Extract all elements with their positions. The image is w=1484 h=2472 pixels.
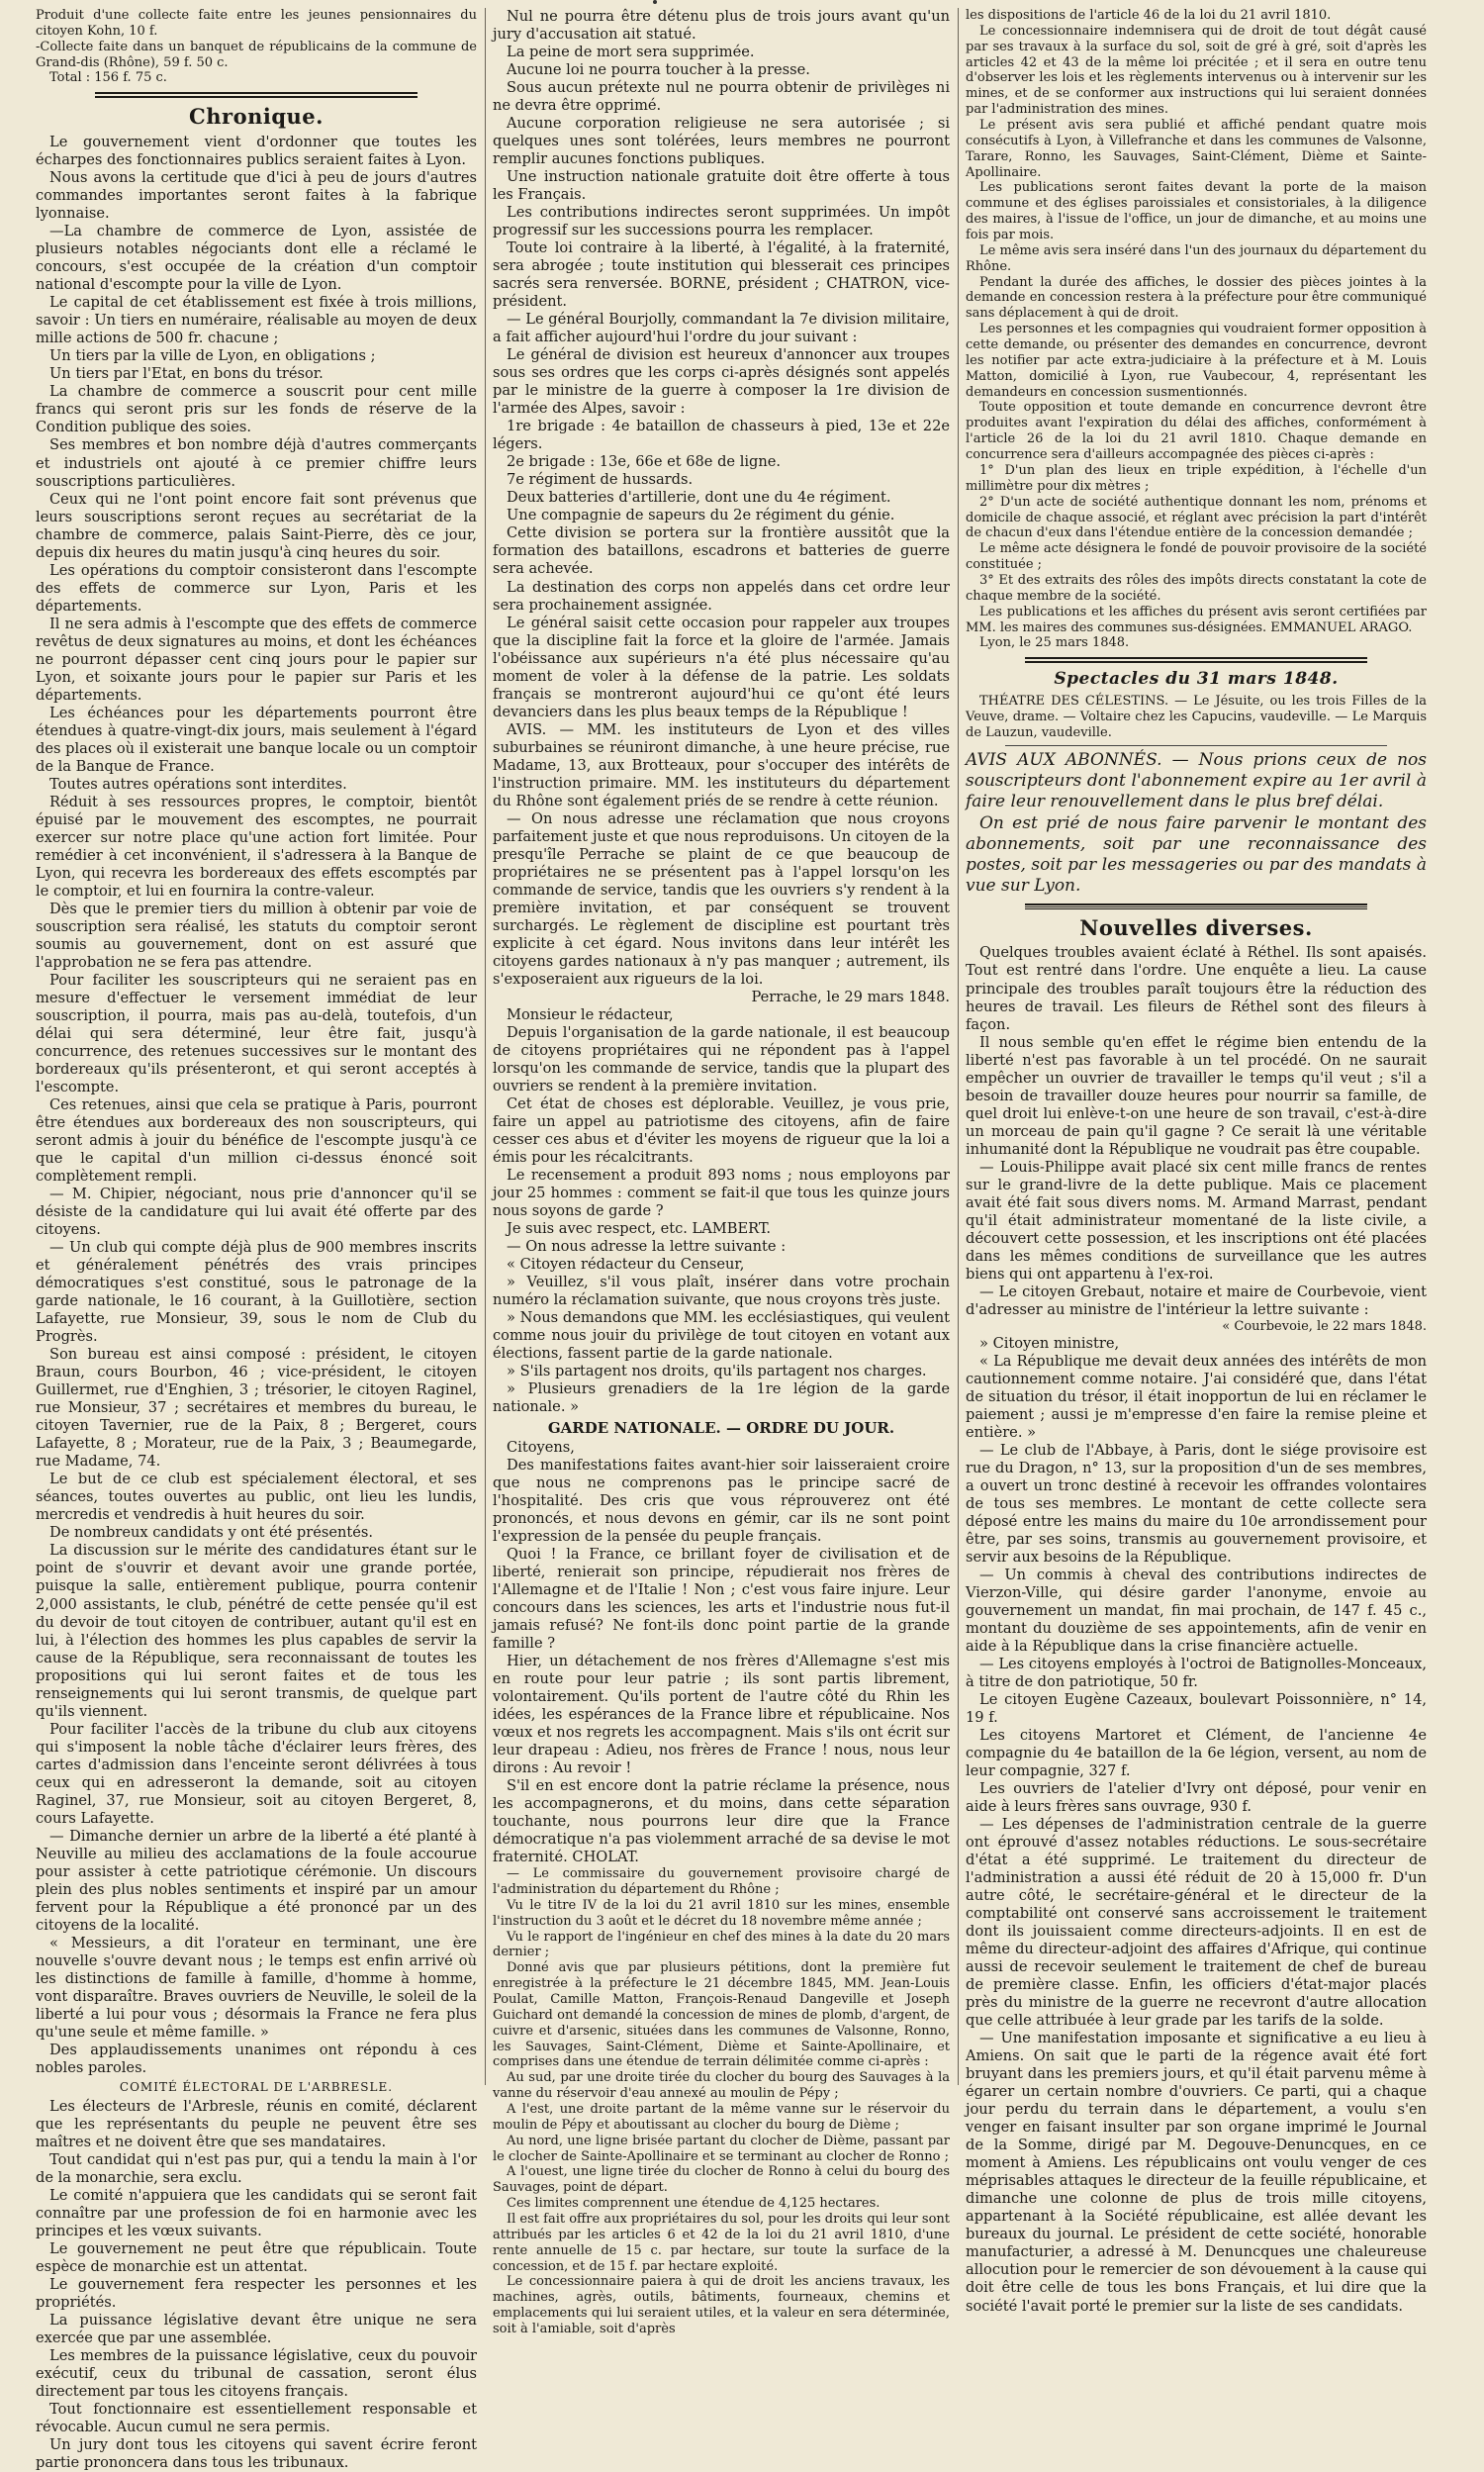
paragraph: — Une manifestation imposante et significative a eu lieu à Amiens. On sait que le parti de la régence avait été fort bruyant dans les premiers jours, et qu'il était parvenu même à égarer un certain nombre d'ouvriers. Ce parti, qui a chaque jour perdu du terrain dans le département, a voulu s'en venger en faisant insulter par son organe imprimé le Journal de la Somme, dirigé par M. Degouve-Denuncques, en ce moment à Amiens. Les républicains ont voulu venger de ces méprisables attaques le directeur de la feuille républicaine, et dimanche une colonne de plus de trois mille citoyens, appartenant à la Société républicaine, est allée devant les bureaux du journal. Le président de cette société, honorable manufacturier, a adressé à M. Denuncques une chaleureuse allocution pour le remercier de son dévouement à la cause qui doit être celle de tous les bons Français, et lui dire que la société l'avait porté le premier sur la liste de ses candidats. — [966, 2030, 1427, 2315]
paragraph: Le but de ce club est spécialement électoral, et ses séances, toutes ouvertes au public, ont lieu les lundis, mercredis et vendredis à huit heures du soir. — [36, 1471, 477, 1524]
paragraph: Le même acte désignera le fondé de pouvoir provisoire de la société constituée ; — [966, 541, 1427, 573]
paragraph: Un tiers par l'Etat, en bons du trésor. — [49, 365, 324, 383]
paragraph: » Veuillez, s'il vous plaît, insérer dans votre prochain numéro la réclamation suivante, que nous croyons très juste. — [493, 1274, 950, 1309]
paragraph: Le général saisit cette occasion pour rappeler aux troupes que la discipline fait la force et la gloire de l'armée. Jamais l'obéissance aux supérieurs n'a été plus nécessaire qu'au moment de voler à la défense de la patrie. Les soldats français se montreront aujourd'hui ce qu'ont été leurs devanciers dans les plus beaux temps de la République ! — [493, 614, 950, 720]
paragraph: De nombreux candidats y ont été présentés. — [49, 1524, 373, 1542]
paragraph: Toute loi contraire à la liberté, à l'égalité, à la fraternité, sera abrogée ; toute institution qui blesserait ces principes sacrés sera renversée. BORNE, président ; CHATRON, vice-président. — [493, 239, 950, 311]
paragraph: — Les dépenses de l'administration centrale de la guerre ont éprouvé d'assez notables réductions. Le sous-secrétaire d'état a été supprimé. Le traitement du directeur de l'administration a aussi été réduit de 20 à 15,000 fr. D'un autre côté, le secrétaire-général et le directeur de la comptabilité ont conservé sans accroissement le traitement dont ils jouissaient comme directeurs-adjoints. Il en est de même du directeur-adjoint des affaires d'Afrique, qui continue aussi de recevoir seulement le traitement de chef de bureau de première classe. Enfin, les officiers d'état-major placés près du ministre de la guerre ne recevront d'autre allocation que celle attribuée à leur grade par les tarifs de la solde. — [966, 1816, 1427, 2030]
paragraph: Ces limites comprennent une étendue de 4,125 hectares. — [507, 2196, 881, 2212]
paragraph: Le citoyen Eugène Cazeaux, boulevart Poissonnière, n° 14, 19 f. — [966, 1690, 1427, 1726]
paragraph: Une compagnie de sapeurs du 2e régiment du génie. — [507, 507, 895, 524]
paragraph: Un tiers par la ville de Lyon, en obligations ; — [49, 347, 376, 365]
paragraph: Je suis avec respect, etc. LAMBERT. — [507, 1220, 772, 1238]
paragraph: Sous aucun prétexte nul ne pourra obtenir de privilèges ni ne devra être opprimé. — [493, 79, 950, 115]
section-heading: Spectacles du 31 mars 1848. — [1054, 669, 1339, 690]
subscriber-notice: AVIS AUX ABONNÉS. — Nous prions ceux de nos souscripteurs dont l'abonnement expire au 1er avril à faire leur renouvellement dans le plus bref délai. — [966, 749, 1427, 812]
paragraph: Vu le rapport de l'ingénieur en chef des mines à la date du 20 mars dernier ; — [493, 1929, 950, 1960]
paragraph: THÉATRE DES CÉLESTINS. — Le Jésuite, ou les trois Filles de la Veuve, drame. — Voltaire chez les Capucins, vaudeville. — Le Marquis de Lauzun, vaudeville. — [966, 694, 1427, 740]
paragraph: » Plusieurs grenadiers de la 1re légion de la garde nationale. » — [493, 1380, 950, 1416]
article-heading: GARDE NATIONALE. — ORDRE DU JOUR. — [547, 1419, 895, 1438]
paragraph: Les membres de la puissance législative, ceux du pouvoir exécutif, ceux du tribunal de cassation, seront élus directement par tous les citoyens français. — [36, 2346, 477, 2400]
paragraph: » Citoyen ministre, — [979, 1334, 1120, 1352]
paragraph: Le capital de cet établissement est fixée à trois millions, savoir : Un tiers en numéraire, réalisable au moyen de deux mille actions de 500 fr. chacune ; — [36, 294, 477, 347]
paragraph: Monsieur le rédacteur, — [507, 1005, 674, 1023]
paragraph: Nul ne pourra être détenu plus de trois jours avant qu'un jury d'accusation ait statué. — [493, 8, 950, 44]
paragraph: Réduit à ses ressources propres, le comptoir, bientôt épuisé par le mouvement des escomptes, ne pourrait exercer sur notre place qu'une action fort limitée. Pour remédier à cet inconvénient, il s'adressera à la Banque de Lyon, qui recevra les bordereaux des effets escomptés par le comptoir, et lui en fournira la contre-valeur. — [36, 793, 477, 900]
paragraph: — Le commissaire du gouvernement provisoire chargé de l'administration du département du Rhône ; — [493, 1866, 950, 1897]
column-right — [966, 8, 1427, 2315]
paragraph: — On nous adresse la lettre suivante : — [507, 1238, 787, 1256]
paragraph: 7e régiment de hussards. — [507, 471, 694, 489]
paragraph: — Un commis à cheval des contributions indirectes de Vierzon-Ville, qui désire garder l'anonyme, envoie au gouvernement un mandat, fin mai prochain, de 147 f. 45 c., montant du douzième de ses appointements, afin de venir en aide à la République dans la crise financière actuelle. — [966, 1566, 1427, 1655]
paragraph: Le présent avis sera publié et affiché pendant quatre mois consécutifs à Lyon, à Villefranche et dans les communes de Valsonne, Tarare, Ronno, les Sauvages, Saint-Clément, Dième et Sainte-Apollinaire. — [966, 118, 1427, 180]
paragraph: « Courbevoie, le 22 mars 1848. — [1222, 1318, 1427, 1334]
section-rule — [1025, 903, 1367, 909]
separator-rule — [1005, 745, 1387, 746]
paragraph: La peine de mort sera supprimée. — [507, 44, 755, 61]
subscriber-notice: On est prié de nous faire parvenir le montant des abonnements, soit par une reconnaissance des postes, soit par les messageries ou par des mandats à vue sur Lyon. — [966, 812, 1427, 897]
paragraph: Le gouvernement vient d'ordonner que toutes les écharpes des fonctionnaires publics seraient faites à Lyon. — [36, 134, 477, 169]
paragraph: Perrache, le 29 mars 1848. — [751, 988, 950, 1005]
paragraph: S'il en est encore dont la patrie réclame la présence, nous les accompagnerons, et du moins, dans cette séparation touchante, nous pourrons leur dire que la France démocratique n'a pas violemment arraché de sa devise le mot fraternité. CHOLAT. — [493, 1777, 950, 1866]
paragraph: Son bureau est ainsi composé : président, le citoyen Braun, cours Bourbon, 46 ; vice-président, le citoyen Guillermet, rue d'Enghien, 3 ; trésorier, le citoyen Raginel, rue Monsieur, 37 ; secrétaires et membres du bureau, le citoyen Tavernier, rue de la Paix, 8 ; Bergeret, cours Lafayette, 8 ; Morateur, rue de la Paix, 3 ; Beaumegarde, rue Madame, 74. — [36, 1346, 477, 1471]
column-divider — [958, 8, 959, 2085]
paragraph: -Collecte faite dans un banquet de républicains de la commune de Grand-dis (Rhône), 59 f. 50 c. — [36, 39, 477, 70]
paragraph: Au nord, une ligne brisée partant du clocher de Dième, passant par le clocher de Sainte-Apollinaire et se terminant au clocher de Ronno ; — [493, 2133, 950, 2164]
paragraph: Vu le titre IV de la loi du 21 avril 1810 sur les mines, ensemble l'instruction du 3 août et le décret du 18 novembre même année ; — [493, 1897, 950, 1929]
paragraph: Toute opposition et toute demande en concurrence devront être produites avant l'expiration du délai des affiches, conformément à l'article 26 de la loi du 21 avril 1810. Chaque demande en concurrence sera d'ailleurs accompagnée des pièces ci-après : — [966, 400, 1427, 463]
paragraph: Depuis l'organisation de la garde nationale, il est beaucoup de citoyens propriétaires qui ne répondent pas à l'appel lorsqu'on les commande de service, tandis que la plupart des ouvriers se rendent à la première invitation. — [493, 1023, 950, 1094]
paragraph: Pour faciliter les souscripteurs qui ne seraient pas en mesure d'effectuer le versement immédiat de leur souscription, il pourra, mais pas au-delà, toutefois, d'un délai qui sera déterminé, leur être fait, jusqu'à concurrence, des retenues successives sur le montant des bordereaux qu'ils présenteront, et qui seront acceptés à l'escompte. — [36, 971, 477, 1096]
paragraph: Le même avis sera inséré dans l'un des journaux du département du Rhône. — [966, 242, 1427, 274]
section-heading: Chronique. — [189, 104, 324, 130]
paragraph: Tout candidat qui n'est pas pur, qui a tendu la main à l'or de la monarchie, sera exclu. — [36, 2150, 477, 2186]
sub-heading: COMITÉ ÉLECTORAL DE L'ARBRESLE. — [119, 2079, 394, 2094]
paragraph: Cet état de choses est déplorable. Veuillez, je vous prie, faire un appel au patriotisme des citoyens, afin de faire cesser ces abus et d'éviter les moyens de rigueur que la loi a émis pour les récalcitrants. — [493, 1094, 950, 1166]
paragraph: Les échéances pour les départements pourront être étendues à quatre-vingt-dix jours, mais seulement à l'égard des places où il existerait une banque locale ou un comptoir de la Banque de France. — [36, 704, 477, 775]
paragraph: Dès que le premier tiers du million à obtenir par voie de souscription sera réalisé, les statuts du comptoir seront soumis au gouvernement, dont on est assuré que l'approbation ne se fera pas attendre. — [36, 900, 477, 971]
paragraph: Le concessionnaire paiera à qui de droit les anciens travaux, les machines, agrès, outils, bâtiments, fourneaux, chemins et emplacements qui lui seraient utiles, et la valeur en sera déterminée, soit à l'amiable, soit d'après — [493, 2274, 950, 2337]
paragraph: A l'est, une droite partant de la même vanne sur le réservoir du moulin de Pépy et aboutissant au clocher du bourg de Dième ; — [493, 2102, 950, 2133]
paragraph: 1re brigade : 4e bataillon de chasseurs à pied, 13e et 22e légers. — [493, 418, 950, 453]
paragraph: Des manifestations faites avant-hier soir laisseraient croire que nous ne comprenons pas le principe sacré de l'hospitalité. Des cris que vous réprouverez ont été prononcés, et nous devons en gémir, car ils ne sont point l'expression de la pensée du peuple français. — [493, 1456, 950, 1545]
paragraph: AVIS. — MM. les instituteurs de Lyon et des villes suburbaines se réuniront dimanche, à une heure précise, rue Madame, 13, aux Brotteaux, pour s'occuper des intérêts de l'instruction primaire. MM. les instituteurs du département du Rhône sont également priés de se rendre à cette réunion. — [493, 720, 950, 809]
paragraph: — Louis-Philippe avait placé six cent mille francs de rentes sur le grand-livre de la dette publique. Mais ce placement avait été fait sous divers noms. M. Armand Marrast, pendant qu'il était administrateur momentané de la liste civile, a découvert cette possession, et les inscriptions ont été placées dans les mêmes conditions de surveillance que les autres biens qui ont appartenu à l'ex-roi. — [966, 1158, 1427, 1283]
page-mark — [653, 0, 657, 4]
paragraph: Ces retenues, ainsi que cela se pratique à Paris, pourront être étendues aux bordereaux des non souscripteurs, qui seront admis à jouir du bénéfice de l'escompte jusqu'à ce que le capital d'un million ci-dessus énoncé soit complètement rempli. — [36, 1096, 477, 1186]
paragraph: « Messieurs, a dit l'orateur en terminant, une ère nouvelle s'ouvre devant nous ; le temps est enfin arrivé où les distinctions de famille à famille, d'homme à homme, vont disparaître. Braves ouvriers de Neuville, le soleil de la liberté a lui pour vous ; désormais la France ne fera plus qu'une seule et même famille. » — [36, 1934, 477, 2041]
paragraph: Ses membres et bon nombre déjà d'autres commerçants et industriels ont ajouté à ce premier chiffre leurs souscriptions particulières. — [36, 436, 477, 490]
paragraph: Les opérations du comptoir consisteront dans l'escompte des effets de commerce sur Lyon, Paris et les départements. — [36, 561, 477, 615]
paragraph: Deux batteries d'artillerie, dont une du 4e régiment. — [507, 489, 891, 507]
paragraph: La discussion sur le mérite des candidatures étant sur le point de s'ouvrir et devant avoir une grande portée, puisque la salle, entièrement publique, pourra contenir 2,000 assistants, le club, pénétré de cette pensée qu'il est du devoir de tout citoyen de contribuer, autant qu'il est en lui, à l'élection des hommes les plus capables de servir la cause de la République, sera reconnaissant de toutes les propositions qui lui seront faites et de tous les renseignements qui lui seront transmis, de quelque part qu'ils viennent. — [36, 1542, 477, 1720]
paragraph: La puissance législative devant être unique ne sera exercée que par une assemblée. — [36, 2311, 477, 2346]
paragraph: Le gouvernement ne peut être que républicain. Toute espèce de monarchie est un attentat. — [36, 2239, 477, 2275]
paragraph: A l'ouest, une ligne tirée du clocher de Ronno à celui du bourg des Sauvages, point de départ. — [493, 2164, 950, 2196]
paragraph: Produit d'une collecte faite entre les jeunes pensionnaires du citoyen Kohn, 10 f. — [36, 8, 477, 39]
paragraph: Un jury dont tous les citoyens qui savent écrire feront partie prononcera dans tous les tribunaux. — [36, 2436, 477, 2472]
paragraph: Toutes autres opérations sont interdites. — [49, 775, 347, 793]
paragraph: — On nous adresse une réclamation que nous croyons parfaitement juste et que nous reproduisons. Un citoyen de la presqu'île Perrache se plaint de ce que beaucoup de propriétaires ne se présentent pas à l'appel lorsqu'on les commande de service, tandis que les ouvriers s'y rendent à la première invitation, et par conséquent se trouvent surchargés. Le règlement de discipline est pourtant très explicite à cet égard. Nous invitons dans leur intérêt les citoyens gardes nationaux à n'y pas manquer ; autrement, ils s'exposeraient aux rigueurs de la loi. — [493, 809, 950, 988]
paragraph: La chambre de commerce a souscrit pour cent mille francs qui seront pris sur les fonds de réserve de la Condition publique des soies. — [36, 383, 477, 436]
paragraph: Quelques troubles avaient éclaté à Réthel. Ils sont apaisés. Tout est rentré dans l'ordre. Une enquête a lieu. La cause principale des troubles paraît toujours être la réduction des heures de travail. Les fileurs de Réthel sont des fileurs à façon. — [966, 944, 1427, 1033]
paragraph: Une instruction nationale gratuite doit être offerte à tous les Français. — [493, 168, 950, 204]
paragraph: 2e brigade : 13e, 66e et 68e de ligne. — [507, 453, 782, 471]
paragraph: Le gouvernement fera respecter les personnes et les propriétés. — [36, 2275, 477, 2311]
column-middle — [493, 8, 950, 2337]
paragraph: Total : 156 f. 75 c. — [49, 70, 167, 86]
paragraph: » Nous demandons que MM. les ecclésiastiques, qui veulent comme nous jouir du privilège de tout citoyen en votant aux élections, fassent partie de la garde nationale. — [493, 1309, 950, 1363]
paragraph: Les publications seront faites devant la porte de la maison commune et des églises paroissiales et consistoriales, à la diligence des maires, à l'issue de l'office, un jour de dimanche, et au moins une fois par mois. — [966, 180, 1427, 243]
paragraph: — M. Chipier, négociant, nous prie d'annoncer qu'il se désiste de la candidature qui lui avait été offerte par des citoyens. — [36, 1186, 477, 1239]
paragraph: Donné avis que par plusieurs pétitions, dont la première fut enregistrée à la préfecture le 21 décembre 1845, MM. Jean-Louis Poulat, Camille Matton, François-Renaud Dangeville et Joseph Guichard ont demandé la concession de mines de plomb, d'argent, de cuivre et d'arsenic, situées dans les communes de Valsonne, Ronno, les Sauvages, Saint-Clément, Dième et Sainte-Apollinaire, et comprises dans une étendue de terrain délimitée comme ci-après : — [493, 1960, 950, 2070]
paragraph: — Dimanche dernier un arbre de la liberté a été planté à Neuville au milieu des acclamations de la foule accourue pour assister à cette patriotique cérémonie. Un discours plein des plus nobles sentiments et inspiré par un amour fervent pour la République a été prononcé par un des citoyens de la localité. — [36, 1827, 477, 1934]
paragraph: Aucune corporation religieuse ne sera autorisée ; si quelques unes sont tolérées, leurs membres ne pourront remplir aucunes fonctions publiques. — [493, 115, 950, 168]
paragraph: —La chambre de commerce de Lyon, assistée de plusieurs notables négociants dont elle a réclamé le concours, s'est occupée de la création d'un comptoir national d'escompte pour la ville de Lyon. — [36, 223, 477, 294]
paragraph: Ceux qui ne l'ont point encore fait sont prévenus que leurs souscriptions seront reçues au secrétariat de la chambre de commerce, palais Saint-Pierre, dès ce jour, depuis dix heures du matin jusqu'à cinq heures du soir. — [36, 490, 477, 561]
paragraph: Aucune loi ne pourra toucher à la presse. — [507, 61, 810, 79]
paragraph: Les publications et les affiches du présent avis seront certifiées par MM. les maires des communes sus-désignées. EMMANUEL ARAGO. — [966, 604, 1427, 635]
paragraph: Quoi ! la France, ce brillant foyer de civilisation et de liberté, renierait son principe, répudierait nos frères de l'Allemagne et de l'Italie ! Non ; c'est vous faire injure. Leur concours dans les sciences, les arts et l'industrie nous fut-il jamais refusé? Ne font-ils donc point partie de la grande famille ? — [493, 1545, 950, 1652]
paragraph: Tout fonctionnaire est essentiellement responsable et révocable. Aucun cumul ne sera permis. — [36, 2401, 477, 2436]
section-rule — [95, 92, 417, 98]
paragraph: Il ne sera admis à l'escompte que des effets de commerce revêtus de deux signatures au moins, et dont les échéances ne pourront dépasser cent cinq jours pour le papier sur Lyon, et soixante jours pour le papier sur Paris et les départements. — [36, 615, 477, 704]
paragraph: 1° D'un plan des lieux en triple expédition, à l'échelle d'un millimètre pour dix mètres ; — [966, 462, 1427, 494]
paragraph: « La République me devait deux années des intérêts de mon cautionnement comme notaire. J'ai considéré que, dans l'état de situation du trésor, il était inopportun de lui en réclamer le paiement ; aussi je m'empresse d'en faire la remise pleine et entière. » — [966, 1352, 1427, 1441]
paragraph: « Citoyen rédacteur du Censeur, — [507, 1256, 745, 1274]
paragraph: Hier, un détachement de nos frères d'Allemagne s'est mis en route pour leur patrie ; ils sont partis librement, volontairement. Qu'ils portent de l'autre côté du Rhin les idées, les espérances de la France libre et républicaine. Nos vœux et nos regrets les accompagnent. Mais s'ils ont écrit sur leur drapeau : Adieu, nos frères de France ! nous, nous leur dirons : Au revoir ! — [493, 1652, 950, 1777]
paragraph: — Le club de l'Abbaye, à Paris, dont le siége provisoire est rue du Dragon, n° 13, sur la proposition d'un de ses membres, a ouvert un tronc destiné à recevoir les offrandes volontaires de tous ses membres. Le montant de cette collecte sera déposé entre les mains du maire du 10e arrondissement pour être, par ses soins, transmis au gouvernement provisoire, et servir aux besoins de la République. — [966, 1441, 1427, 1566]
paragraph: Le comité n'appuiera que les candidats qui se seront fait connaître par une profession de foi en harmonie avec les principes et les vœux suivants. — [36, 2186, 477, 2239]
paragraph: — Les citoyens employés à l'octroi de Batignolles-Monceaux, à titre de don patriotique, 50 fr. — [966, 1655, 1427, 1690]
paragraph: Il nous semble qu'en effet le régime bien entendu de la liberté n'est pas favorable à un tel procédé. On ne saurait empêcher un ouvrier de travailler le temps qu'il veut ; s'il a besoin de travailler douze heures pour nourrir sa famille, de quel droit lui enlève-t-on une heure de son travail, c'est-à-dire un morceau de pain qu'il gagne ? Ce serait là une véritable inhumanité dont la République ne voudrait pas être coupable. — [966, 1033, 1427, 1158]
paragraph: Les ouvriers de l'atelier d'Ivry ont déposé, pour venir en aide à leurs frères sans ouvrage, 930 f. — [966, 1780, 1427, 1816]
paragraph: — Un club qui compte déjà plus de 900 membres inscrits et généralement pénétrés des vrais principes démocratiques s'est constitué, sous le patronage de la garde nationale, le 16 courant, à la Guillotière, section Lafayette, rue Monsieur, 39, sous le nom de Club du Progrès. — [36, 1239, 477, 1346]
paragraph: Le général de division est heureux d'annoncer aux troupes sous ses ordres que les corps ci-après désignés sont appelés par le ministre de la guerre à composer la 1re division de l'armée des Alpes, savoir : — [493, 346, 950, 418]
paragraph: 2° D'un acte de société authentique donnant les nom, prénoms et domicile de chaque associé, et réglant avec précision la part d'intérêt de chacun d'eux dans l'étendue entière de la concession demandée ; — [966, 494, 1427, 541]
paragraph: Au sud, par une droite tirée du clocher du bourg des Sauvages à la vanne du réservoir d'eau annexé au moulin de Pépy ; — [493, 2070, 950, 2102]
section-heading: Nouvelles diverses. — [1079, 914, 1313, 940]
paragraph: Le concessionnaire indemnisera qui de droit de tout dégât causé par ses travaux à la surface du sol, soit de gré à gré, soit d'après les articles 42 et 43 de la même loi précitée ; et il sera en outre tenu d'observer les lois et les règlements intervenus ou à intervenir sur les mines, et de se conformer aux instructions qui lui seraient données par l'administration des mines. — [966, 23, 1427, 118]
paragraph: — Le citoyen Grebaut, notaire et maire de Courbevoie, vient d'adresser au ministre de l'intérieur la lettre suivante : — [966, 1283, 1427, 1318]
paragraph: les dispositions de l'article 46 de la loi du 21 avril 1810. — [966, 8, 1332, 23]
paragraph: Les citoyens Martoret et Clément, de l'ancienne 4e compagnie du 4e bataillon de la 6e légion, versent, au nom de leur compagnie, 327 f. — [966, 1727, 1427, 1780]
paragraph: Cette division se portera sur la frontière aussitôt que la formation des bataillons, escadrons et batteries de guerre sera achevée. — [493, 524, 950, 578]
paragraph: Il est fait offre aux propriétaires du sol, pour les droits qui leur sont attribués par les articles 6 et 42 de la loi du 21 avril 1810, d'une rente annuelle de 15 c. par hectare, sur toute la surface de la concession, et de 15 f. par hectare exploité. — [493, 2212, 950, 2274]
paragraph: Les personnes et les compagnies qui voudraient former opposition à cette demande, ou présenter des demandes en concurrence, devront les notifier par acte extra-judiciaire à la préfecture et à M. Louis Matton, domicilié à Lyon, rue Vaubecour, 4, représentant les demandeurs en concession susmentionnés. — [966, 322, 1427, 400]
paragraph: » S'ils partagent nos droits, qu'ils partagent nos charges. — [507, 1363, 927, 1380]
paragraph: Des applaudissements unanimes ont répondu à ces nobles paroles. — [36, 2041, 477, 2076]
paragraph: Nous avons la certitude que d'ici à peu de jours d'autres commandes importantes seront faites à la fabrique lyonnaise. — [36, 169, 477, 223]
paragraph: 3° Et des extraits des rôles des impôts directs constatant la cote de chaque membre de la société. — [966, 572, 1427, 604]
paragraph: Lyon, le 25 mars 1848. — [979, 635, 1130, 651]
column-left — [36, 8, 477, 2472]
paragraph: Pour faciliter l'accès de la tribune du club aux citoyens qui s'imposent la noble tâche d'éclairer leurs frères, des cartes d'admission dans l'enceinte seront délivrées à tous ceux qui en adresseront la demande, soit au citoyen Raginel, 37, rue Monsieur, soit au citoyen Bergeret, 8, cours Lafayette. — [36, 1720, 477, 1827]
paragraph: Les électeurs de l'Arbresle, réunis en comité, déclarent que les représentants du peuple ne peuvent être ses maîtres et ne doivent être que ses mandataires. — [36, 2097, 477, 2150]
column-divider — [485, 8, 486, 2085]
paragraph: Le recensement a produit 893 noms ; nous employons par jour 25 hommes : comment se fait-il que tous les quinze jours nous soyons de garde ? — [493, 1167, 950, 1220]
paragraph: Les contributions indirectes seront supprimées. Un impôt progressif sur les successions pourra les remplacer. — [493, 204, 950, 239]
paragraph: — Le général Bourjolly, commandant la 7e division militaire, a fait afficher aujourd'hui l'ordre du jour suivant : — [493, 311, 950, 346]
paragraph: La destination des corps non appelés dans cet ordre leur sera prochainement assignée. — [493, 578, 950, 614]
paragraph: Pendant la durée des affiches, le dossier des pièces jointes à la demande en concession restera à la préfecture pour être communiqué sans déplacement à qui de droit. — [966, 274, 1427, 322]
paragraph: Citoyens, — [507, 1438, 575, 1456]
section-rule — [1025, 657, 1367, 663]
